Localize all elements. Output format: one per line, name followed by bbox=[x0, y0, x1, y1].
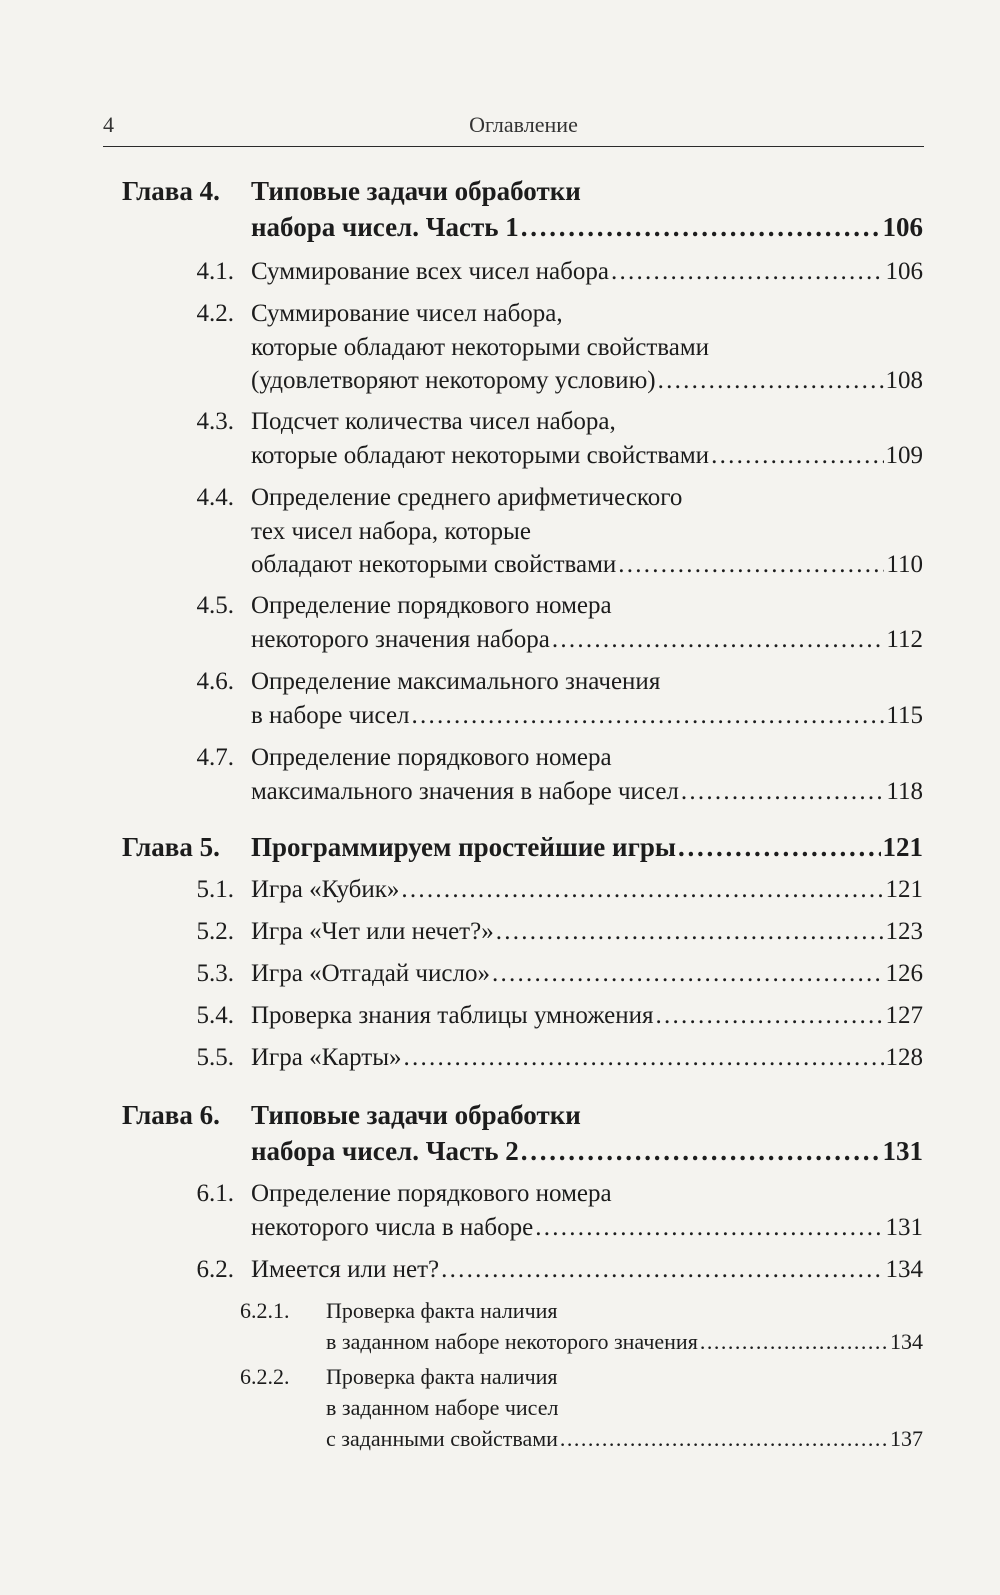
toc-entry-leader-line bbox=[326, 1426, 923, 1452]
toc-entry-number: 6.2.1. bbox=[240, 1298, 290, 1323]
toc-entry-title-line: Типовые задачи обработки bbox=[251, 1100, 581, 1130]
dot-leader bbox=[560, 1426, 888, 1452]
toc-entry-title-line: Определение порядкового номера bbox=[251, 1180, 612, 1207]
toc-entry-page: 134 bbox=[890, 1329, 923, 1354]
toc-entry-page: 106 bbox=[885, 258, 923, 285]
toc-entry-title-line: (удовлетворяют некоторому условию) bbox=[251, 367, 656, 394]
toc-entry-number: 5.3. bbox=[196, 960, 234, 987]
toc-entry-title-line: Определение порядкового номера bbox=[251, 744, 612, 771]
running-title: Оглавление bbox=[469, 112, 578, 137]
toc-entry-number: 4.4. bbox=[196, 484, 234, 511]
toc-entry-title-line: Программируем простейшие игры bbox=[251, 832, 676, 862]
toc-entry-number: 4.5. bbox=[196, 592, 234, 619]
dot-leader bbox=[492, 960, 884, 988]
toc-entry-title-line: Проверка факта наличия bbox=[326, 1298, 558, 1323]
dot-leader bbox=[678, 832, 881, 863]
dot-leader bbox=[412, 702, 885, 730]
dot-leader bbox=[656, 1002, 884, 1030]
toc-entry-leader-line bbox=[251, 1136, 923, 1167]
dot-leader bbox=[521, 212, 881, 243]
toc-entry-title-line: некоторого числа в наборе bbox=[251, 1213, 534, 1241]
toc-entry-number: Глава 6. bbox=[122, 1100, 220, 1130]
toc-entry-title-line: Определение максимального значения bbox=[251, 668, 661, 695]
toc-entry-leader-line bbox=[251, 258, 923, 286]
dot-leader bbox=[611, 258, 884, 286]
toc-entry-page: 121 bbox=[885, 876, 923, 903]
toc-entry-page: 106 bbox=[882, 212, 923, 242]
toc-entry-number: 4.2. bbox=[196, 300, 234, 327]
toc-entry-page: 109 bbox=[885, 441, 923, 469]
toc-entry-number: Глава 4. bbox=[122, 176, 220, 206]
toc-entry-page: 127 bbox=[885, 1002, 923, 1029]
toc-entry-leader-line bbox=[251, 367, 923, 395]
dot-leader bbox=[711, 442, 883, 470]
dot-leader bbox=[404, 1044, 884, 1072]
toc-entry-leader-line bbox=[251, 960, 923, 988]
toc-entry-title-line: максимального значения в наборе чисел bbox=[251, 777, 679, 805]
toc-entry-title-line: Подсчет количества чисел набора, bbox=[251, 408, 616, 435]
dot-leader bbox=[552, 626, 885, 654]
toc-entry-title-line: в заданном наборе некоторого значения bbox=[326, 1329, 698, 1354]
page-header bbox=[103, 112, 924, 142]
toc-entry-page: 131 bbox=[885, 1213, 923, 1241]
toc-entry-page: 115 bbox=[886, 701, 923, 729]
toc-entry-number: 6.2.2. bbox=[240, 1364, 290, 1389]
dot-leader bbox=[618, 551, 884, 579]
dot-leader bbox=[700, 1329, 888, 1355]
toc-entry-number: 5.1. bbox=[196, 876, 234, 903]
toc-entry-page: 126 bbox=[885, 960, 923, 987]
toc-entry-title-line: Игра «Чет или нечет?» bbox=[251, 918, 494, 945]
toc-entry-page: 110 bbox=[886, 551, 923, 578]
toc-entry-leader-line bbox=[251, 1256, 923, 1284]
toc-entry-leader-line bbox=[251, 626, 923, 654]
toc-entry-leader-line bbox=[251, 212, 923, 243]
toc-entry-leader-line bbox=[251, 702, 923, 730]
dot-leader bbox=[681, 778, 885, 806]
toc-entry-title-line: Определение порядкового номера bbox=[251, 592, 612, 619]
toc-entry-number: 6.2. bbox=[196, 1256, 234, 1283]
toc-entry-leader-line bbox=[251, 876, 923, 904]
toc-entry-leader-line bbox=[251, 1214, 923, 1242]
toc-entry-leader-line bbox=[251, 918, 923, 946]
toc-entry-page: 137 bbox=[890, 1426, 923, 1451]
toc-entry-title-line: в заданном наборе чисел bbox=[326, 1395, 559, 1420]
toc-entry-page: 118 bbox=[886, 777, 923, 805]
toc-entry-title-line: Определение среднего арифметического bbox=[251, 484, 683, 511]
dot-leader bbox=[535, 1214, 883, 1242]
toc-entry-title-line: в наборе чисел bbox=[251, 701, 410, 729]
toc-entry-title-line: Проверка факта наличия bbox=[326, 1364, 558, 1389]
toc-entry-number: 5.4. bbox=[196, 1002, 234, 1029]
toc-entry-title-line: которые обладают некоторыми свойствами bbox=[251, 333, 710, 361]
dot-leader bbox=[441, 1256, 883, 1284]
toc-entry-title-line: Игра «Отгадай число» bbox=[251, 960, 490, 987]
toc-entry-number: 5.2. bbox=[196, 918, 234, 945]
toc-entry-title-line: Суммирование чисел набора, bbox=[251, 300, 563, 327]
toc-entry-title-line: набора чисел. Часть 1 bbox=[251, 212, 519, 242]
toc-entry-number: 4.6. bbox=[196, 668, 234, 695]
toc-entry-title-line: которые обладают некоторыми свойствами bbox=[251, 441, 710, 469]
toc-entry-page: 134 bbox=[885, 1256, 923, 1283]
toc-entry-number: 5.5. bbox=[196, 1044, 234, 1071]
toc-entry-page: 128 bbox=[885, 1044, 923, 1071]
toc-entry-title-line: Игра «Кубик» bbox=[251, 876, 400, 903]
toc-entry-title-line: некоторого значения набора bbox=[251, 625, 550, 653]
dot-leader bbox=[658, 367, 884, 395]
toc-entry-page: 131 bbox=[882, 1136, 923, 1166]
header-rule bbox=[103, 146, 924, 147]
toc-entry-number: 4.3. bbox=[196, 408, 234, 435]
dot-leader bbox=[401, 876, 883, 904]
toc-entry-title-line: Проверка знания таблицы умножения bbox=[251, 1002, 654, 1029]
toc-entry-leader-line bbox=[251, 778, 923, 806]
toc-entry-leader-line bbox=[251, 551, 923, 579]
toc-entry-leader-line bbox=[251, 1044, 923, 1072]
toc-entry-number: Глава 5. bbox=[122, 832, 220, 862]
toc-entry-title-line: Имеется или нет? bbox=[251, 1256, 440, 1283]
toc-entry-title-line: Игра «Карты» bbox=[251, 1044, 402, 1071]
toc-entry-leader-line bbox=[326, 1329, 923, 1355]
toc-entry-number: 4.7. bbox=[196, 744, 234, 771]
toc-entry-page: 121 bbox=[882, 832, 923, 862]
toc-entry-leader-line bbox=[251, 1002, 923, 1030]
toc-entry-title-line: набора чисел. Часть 2 bbox=[251, 1136, 519, 1166]
toc-entry-leader-line bbox=[251, 442, 923, 470]
toc-entry-title-line: обладают некоторыми свойствами bbox=[251, 551, 617, 578]
page-number: 4 bbox=[103, 112, 114, 137]
dot-leader bbox=[521, 1136, 881, 1167]
toc-entry-title-line: тех чисел набора, которые bbox=[251, 517, 531, 545]
dot-leader bbox=[496, 918, 884, 946]
toc-entry-page: 123 bbox=[885, 918, 923, 945]
toc-entry-number: 4.1. bbox=[196, 258, 234, 285]
toc-entry-page: 112 bbox=[886, 625, 923, 653]
toc-entry-page: 108 bbox=[885, 367, 923, 394]
toc-entry-number: 6.1. bbox=[196, 1180, 234, 1207]
toc-entry-title-line: Суммирование всех чисел набора bbox=[251, 258, 609, 285]
toc-entry-leader-line bbox=[251, 832, 923, 863]
toc-entry-title-line: Типовые задачи обработки bbox=[251, 176, 581, 206]
toc-entry-title-line: с заданными свойствами bbox=[326, 1426, 558, 1451]
